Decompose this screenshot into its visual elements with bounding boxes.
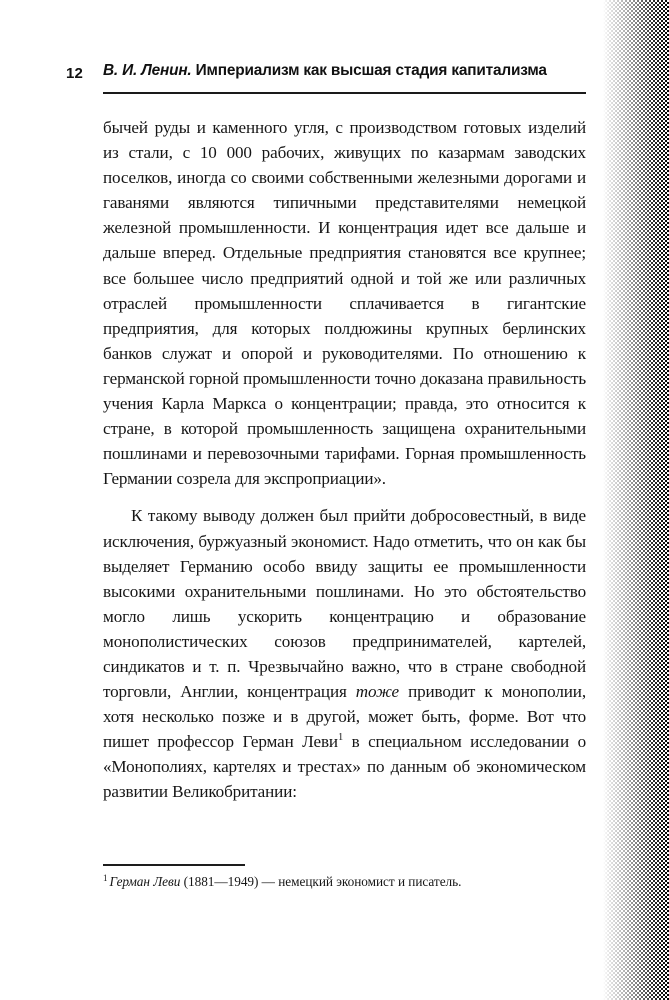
paragraph-second-text-c: в специальном исследовании о «Монополиях, картелях и трестах» по данным об экономическом развитии Великобритании: (103, 732, 586, 802)
footnote (103, 872, 586, 891)
footnote-separator-rule (103, 864, 245, 866)
page-number: 12 (66, 65, 84, 82)
page-edge-dither-texture (603, 0, 669, 1000)
footnote-person-name: Герман Леви (109, 874, 181, 889)
text-column (103, 115, 586, 805)
paragraph-second-text-b: приводит к монополии, хотя несколько позже и в другой, может быть, форме. Вот что пишет профессор Герман Леви (103, 682, 586, 752)
running-head-work-title: Империализм как высшая стадия капитализма (195, 62, 547, 79)
running-head-author: В. И. Ленин. (103, 62, 192, 79)
paragraph-continuation: бычей руды и каменного угля, с производством готовых изделий из стали, с 10 000 рабочих, живущих по казармам заводских поселков, иногда со своими собственными железными дорогами и гаванями являются типичными представителями немецкой железной промышленности. И концентрация идет все дальше и дальше вперед. Отдельные предприятия становятся все крупнее; все большее число предприятий одной и той же или различных отраслей промышленности сплачивается в гигантские предприятия, для которых полдюжины крупных берлинских банков служат и опорой и руководителями. По отношению к германской горной промышленности точно доказана правильность учения Карла Маркса о концентрации; правда, это относится к стране, в которой промышленность защищена охранительными пошлинами и перевозочными тарифами. Горная промышленность Германии созрела для экспроприации». (103, 118, 586, 489)
paragraph-second (103, 503, 586, 804)
emphasis-tozhe: тоже (355, 682, 400, 702)
paragraph-second-text-a: К такому выводу должен был прийти добросовестный, в виде исключения, буржуазный экономист. Надо отметить, что он как бы выделяет Германию особо ввиду защиты ее промышленности высокими охранительными пошлинами. Но это обстоятельство могло лишь ускорить концентрацию и образование монополистических союзов предпринимателей, картелей, синдикатов и т. п. Чрезвычайно важно, что в стране свободной торговли, Англии, концентрация (103, 506, 586, 702)
footnote-reference-marker[interactable]: 1 (337, 732, 344, 744)
running-head-title (103, 62, 589, 80)
running-head-rule (103, 92, 586, 94)
footnote-text: (1881—1949) — немецкий экономист и писатель. (180, 874, 462, 889)
footnote-marker: 1 (103, 873, 108, 883)
running-head (66, 62, 586, 92)
